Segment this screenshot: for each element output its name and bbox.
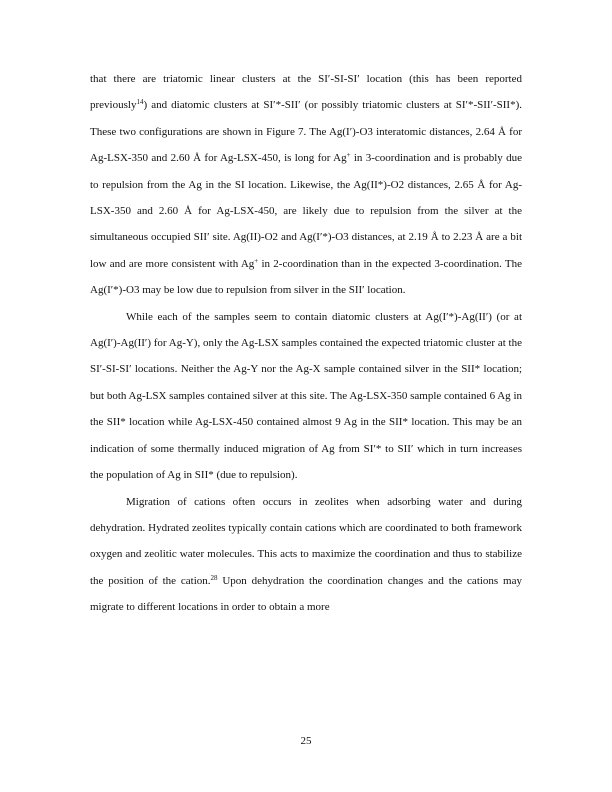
paragraph-1-text-c: in 3-coordination and is probably due to repulsion from the Ag in the SI location. Likewise, the Ag(II*)-O2 distances, 2.65 Å for Ag-LSX-350 and 2.60 Å for Ag-LSX-450, are likely due to repulsion from the silver at the simultaneous occupied SII′ site. Ag(II)-O2 and Ag(I′*)-O3 distances, at 2.19 Å to 2.23 Å are a bit low and are more consistent with Ag bbox=[90, 152, 522, 270]
superscript-plus-1: + bbox=[346, 151, 351, 160]
page-number: 25 bbox=[300, 735, 312, 747]
paragraph-3 bbox=[90, 489, 522, 621]
paragraph-3-text-b: Upon dehydration the coordination changes and the cations may migrate to different locations in order to obtain a more bbox=[90, 574, 522, 614]
page-body bbox=[90, 66, 522, 621]
paragraph-3-text-a: Migration of cations often occurs in zeolites when adsorbing water and during dehydration. Hydrated zeolites typically contain cations which are coordinated to both framework oxygen and zeolitic water molecules. This acts to maximize the coordination and thus to stabilize the position of the cation. bbox=[90, 495, 522, 587]
superscript-plus-2: + bbox=[254, 256, 259, 265]
paragraph-1-text-b: ) and diatomic clusters at SI′*-SII′ (or possibly triatomic clusters at SI′*-SII′-SII*). These two configurations are shown in Figure 7. The Ag(I′)-O3 interatomic distances, 2.64 Å for Ag-LSX-350 and 2.60 Å for Ag-LSX-450, is long for Ag bbox=[90, 99, 522, 165]
reference-14: 14 bbox=[136, 98, 144, 107]
paragraph-1-text-a: that there are triatomic linear clusters at the SI′-SI-SI′ location (this has been reported previously bbox=[90, 73, 522, 112]
paragraph-2: While each of the samples seem to contain diatomic clusters at Ag(I′*)-Ag(II′) (or at Ag(I′)-Ag(II′) for Ag-Y), only the Ag-LSX samples contained the expected triatomic cluster at the SI′-SI-SI′ locations. Neither the Ag-Y nor the Ag-X sample contained silver in the SII* location; but both Ag-LSX samples contained silver at this site. The Ag-LSX-350 sample contained 6 Ag in the SII* location while Ag-LSX-450 contained almost 9 Ag in the SII* location. This may be an indication of some thermally induced migration of Ag from SI′* to SII′ which in turn increases the population of Ag in SII* (due to repulsion). bbox=[90, 310, 522, 482]
paragraph-1-text-d: in 2-coordination than in the expected 3-coordination. The Ag(I′*)-O3 may be low due to repulsion from silver in the SII′ location. bbox=[90, 257, 522, 297]
paragraph-1 bbox=[90, 66, 522, 304]
reference-28: 28 bbox=[210, 573, 218, 582]
